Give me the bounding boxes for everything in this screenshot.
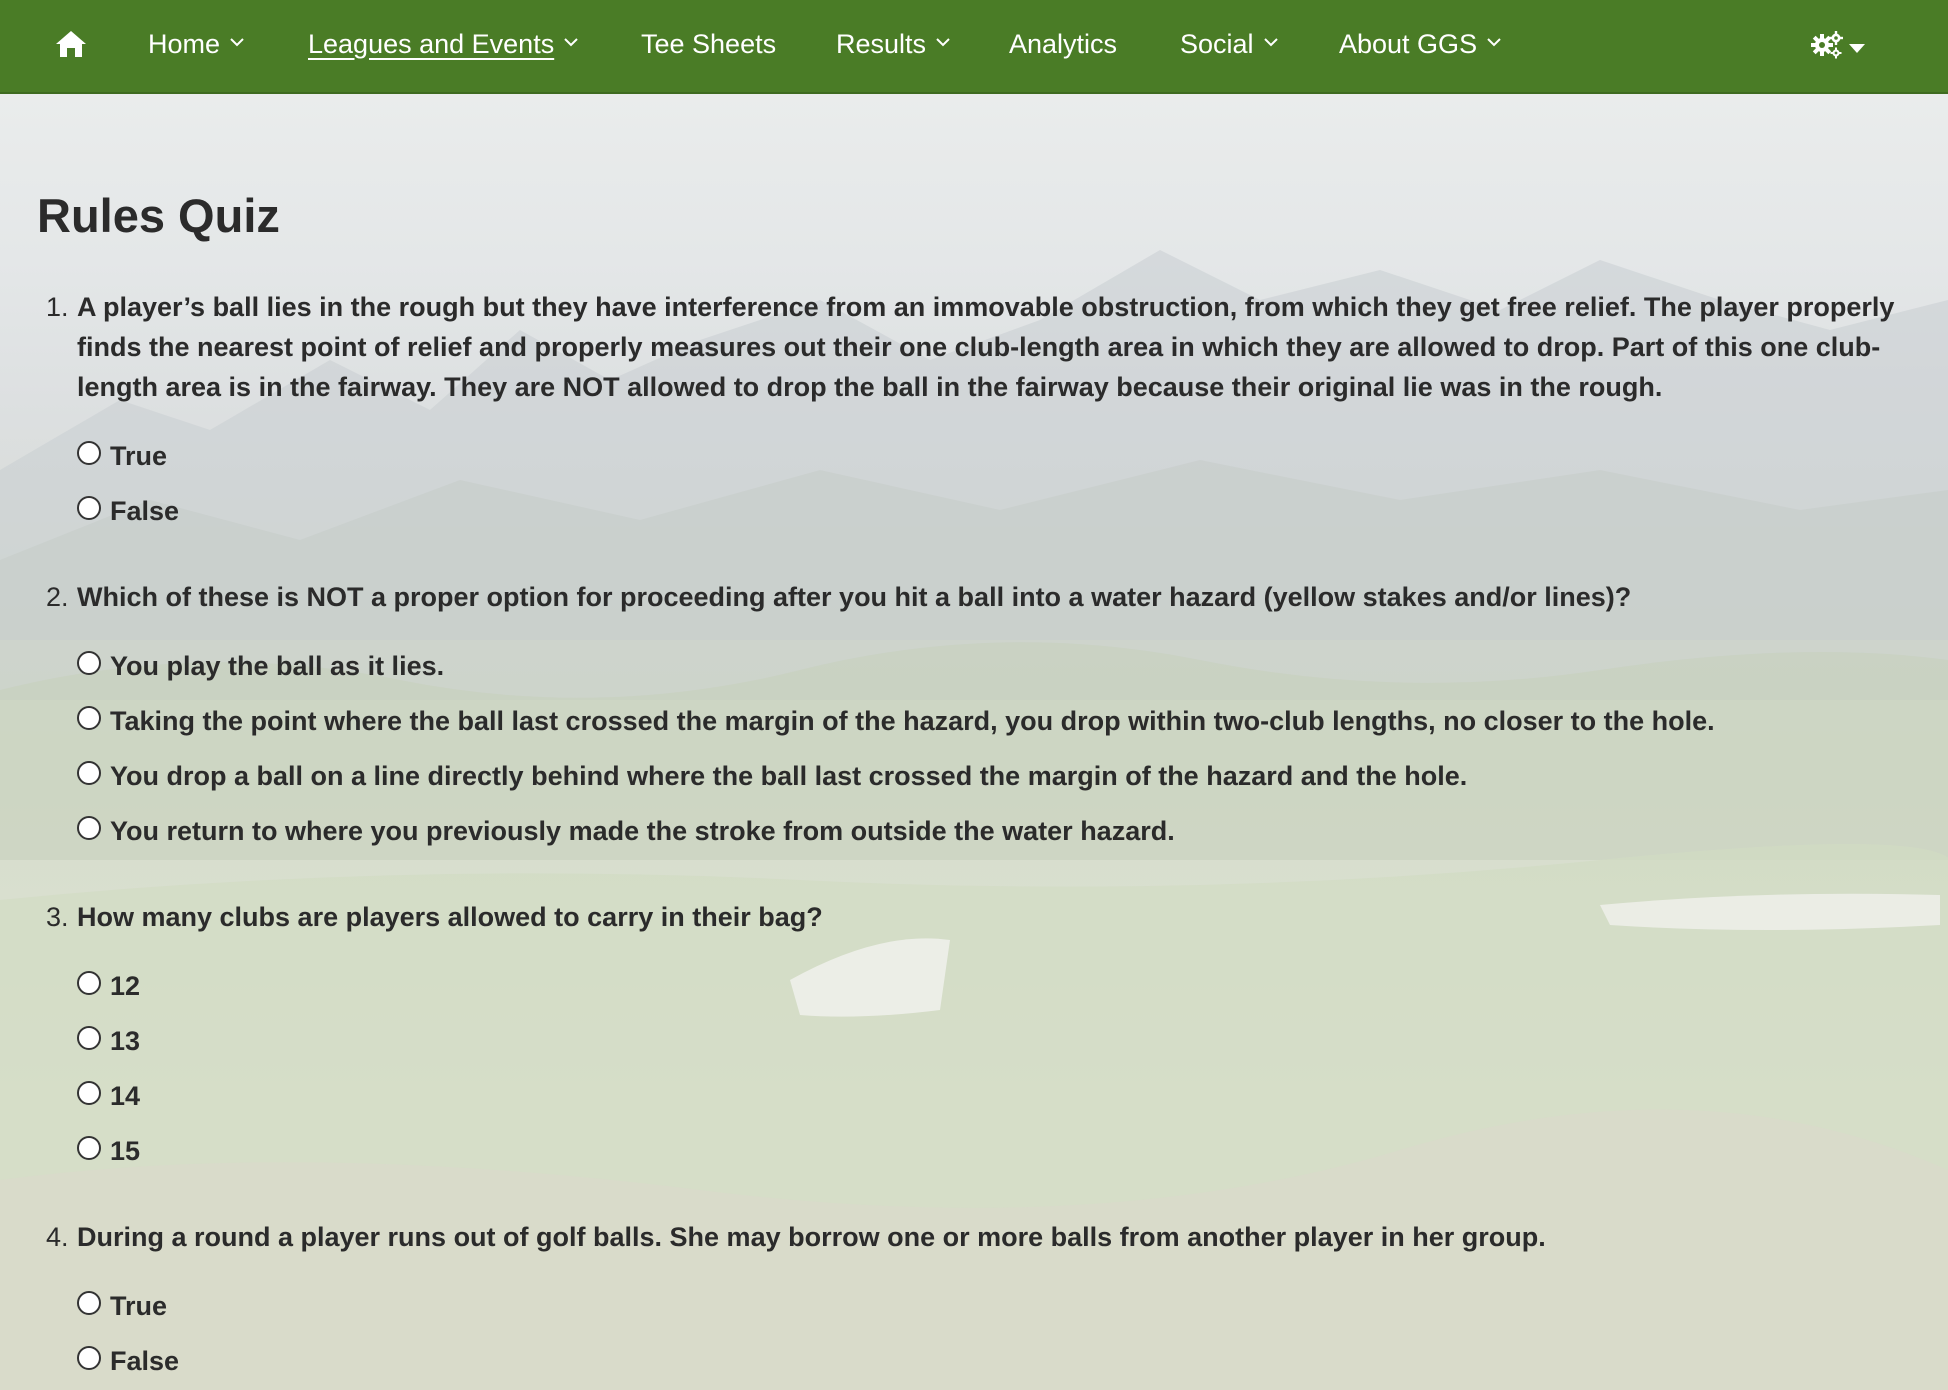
question-text: Which of these is NOT a proper option for proceeding after you hit a ball into a water hazard (yellow stakes and/or lines)? xyxy=(77,582,1632,612)
quiz-question-1 xyxy=(0,287,1948,539)
answer-label: Taking the point where the ball last crossed the margin of the hazard, you drop within two-club lengths, no closer to the hole. xyxy=(110,706,1715,736)
answer-option[interactable] xyxy=(77,429,1948,484)
nav-home-label: Home xyxy=(148,28,221,59)
radio-button[interactable] xyxy=(77,441,101,465)
answer-option[interactable] xyxy=(77,749,1948,804)
answer-label: 15 xyxy=(110,1136,141,1166)
answer-label: You return to where you previously made the stroke from outside the water hazard. xyxy=(110,816,1175,846)
answer-label: False xyxy=(110,496,180,526)
radio-button[interactable] xyxy=(77,1081,101,1105)
radio-button[interactable] xyxy=(77,496,101,520)
answer-options xyxy=(0,429,1948,539)
quiz-question-3 xyxy=(0,897,1948,1179)
answer-label: True xyxy=(110,1291,168,1321)
question-number: 3. xyxy=(46,902,69,932)
answer-option[interactable] xyxy=(77,1069,1948,1124)
nav-about-ggs[interactable] xyxy=(1339,0,1503,88)
nav-social-label: Social xyxy=(1180,28,1254,59)
chevron-down-icon xyxy=(934,33,952,51)
question-text: How many clubs are players allowed to carry in their bag? xyxy=(77,902,823,932)
nav-results-label: Results xyxy=(836,28,927,59)
radio-button[interactable] xyxy=(77,1136,101,1160)
answer-options xyxy=(0,959,1948,1179)
nav-analytics[interactable] xyxy=(1009,0,1117,88)
answer-options xyxy=(0,639,1948,859)
nav-about-label: About GGS xyxy=(1339,28,1478,59)
caret-down-icon xyxy=(1848,42,1866,54)
answer-option[interactable] xyxy=(77,1334,1948,1389)
radio-button[interactable] xyxy=(77,706,101,730)
nav-results[interactable] xyxy=(836,0,952,88)
chevron-down-icon xyxy=(228,33,246,51)
chevron-down-icon xyxy=(1485,33,1503,51)
answer-option[interactable] xyxy=(77,1124,1948,1179)
nav-leagues-label: Leagues and Events xyxy=(308,28,555,59)
answer-options xyxy=(0,1279,1948,1389)
radio-button[interactable] xyxy=(77,651,101,675)
answer-label: You play the ball as it lies. xyxy=(110,651,445,681)
nav-tee-sheets[interactable] xyxy=(641,0,776,88)
answer-label: False xyxy=(110,1346,180,1376)
top-navbar xyxy=(0,0,1948,94)
question-number: 4. xyxy=(46,1222,69,1252)
radio-button[interactable] xyxy=(77,761,101,785)
gears-icon xyxy=(1810,29,1844,59)
radio-button[interactable] xyxy=(77,816,101,840)
nav-tee-sheets-label: Tee Sheets xyxy=(641,28,777,59)
answer-option[interactable] xyxy=(77,1279,1948,1334)
answer-label: 13 xyxy=(110,1026,141,1056)
question-number: 1. xyxy=(46,292,69,322)
quiz-question-2 xyxy=(0,577,1948,859)
answer-option[interactable] xyxy=(77,959,1948,1014)
question-text: During a round a player runs out of golf balls. She may borrow one or more balls from another player in her group. xyxy=(77,1222,1546,1252)
nav-home[interactable] xyxy=(148,0,246,88)
radio-button[interactable] xyxy=(77,1026,101,1050)
answer-option[interactable] xyxy=(77,1014,1948,1069)
nav-leagues-and-events[interactable] xyxy=(308,0,580,88)
answer-label: True xyxy=(110,441,168,471)
nav-analytics-label: Analytics xyxy=(1009,28,1118,59)
answer-label: You drop a ball on a line directly behind where the ball last crossed the margin of the hazard and the hole. xyxy=(110,761,1468,791)
question-text: A player’s ball lies in the rough but they have interference from an immovable obstruction, from which they get free relief. The player properly finds the nearest point of relief and properly measures out their one club-length area in which they are allowed to drop. Part of this one club-length area is in the fairway. They are NOT allowed to drop the ball in the fairway because their original lie was in the rough. xyxy=(77,292,1895,402)
radio-button[interactable] xyxy=(77,971,101,995)
answer-option[interactable] xyxy=(77,639,1948,694)
home-icon[interactable] xyxy=(54,0,88,88)
settings-menu[interactable] xyxy=(1810,0,1866,88)
answer-label: 12 xyxy=(110,971,141,1001)
answer-option[interactable] xyxy=(77,694,1948,749)
answer-option[interactable] xyxy=(77,484,1948,539)
radio-button[interactable] xyxy=(77,1346,101,1370)
question-number: 2. xyxy=(46,582,69,612)
nav-social[interactable] xyxy=(1180,0,1280,88)
answer-option[interactable] xyxy=(77,804,1948,859)
page-title: Rules Quiz xyxy=(37,189,280,242)
radio-button[interactable] xyxy=(77,1291,101,1315)
chevron-down-icon xyxy=(1262,33,1280,51)
answer-label: 14 xyxy=(110,1081,141,1111)
chevron-down-icon xyxy=(562,33,580,51)
quiz-question-4 xyxy=(0,1217,1948,1389)
